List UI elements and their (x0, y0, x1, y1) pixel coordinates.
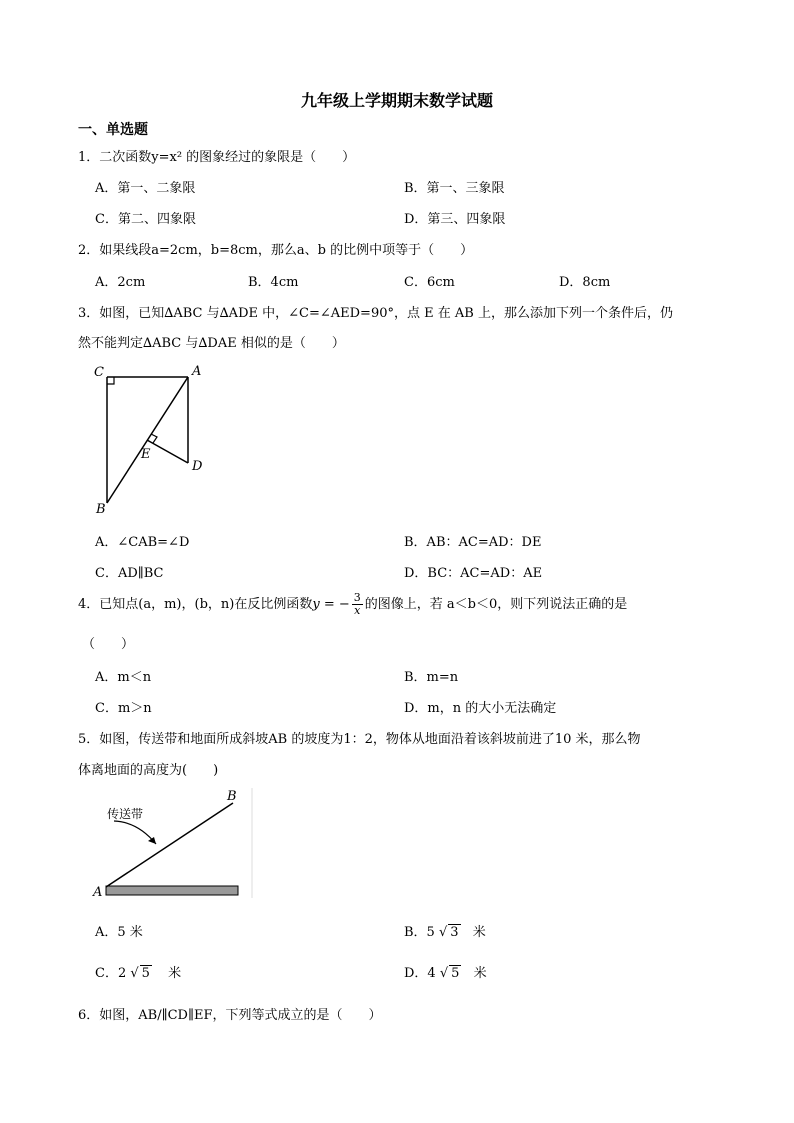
question-5-stem-line1: 5．如图，传送带和地面所成斜坡AB 的坡度为1：2，物体从地面沿着该斜坡前进了10 米，那么物 (78, 732, 641, 747)
question-4-stem-line2: （ ） (82, 637, 135, 652)
label-a: A (192, 364, 202, 379)
q5-option-b-unit: 米 (472, 925, 486, 940)
question-1-stem: 1．二次函数y=x² 的图象经过的象限是（ ） (78, 150, 356, 165)
q5-option-c-prefix: C．2 (95, 966, 127, 981)
question-3-stem-line1: 3．如图，已知∆ABC 与∆ADE 中，∠C=∠AED=90°，点 E 在 AB 上，那么添加下列一个条件后，仍 (78, 306, 673, 321)
q1-option-d: D．第三、四象限 (404, 212, 506, 227)
q4-formula-lhs: y = − (312, 597, 350, 612)
sqrt-icon: √ (439, 966, 449, 981)
q4-option-a: A．m＜n (95, 670, 152, 685)
right-angle-c-mark (107, 377, 114, 384)
q4-fraction (352, 592, 363, 617)
q1-option-b: B．第一、三象限 (404, 181, 505, 196)
label-a: A (93, 885, 103, 900)
q5-option-a: A．5 米 (95, 925, 143, 940)
sqrt-icon: √ (438, 925, 448, 940)
q5-option-d-prefix: D．4 (404, 966, 436, 981)
question-2-stem: 2．如果线段a=2cm，b=8cm，那么a、b 的比例中项等于（ ） (78, 243, 474, 258)
sqrt-icon: √ (130, 966, 139, 981)
q5-option-c-unit: 米 (168, 966, 182, 981)
label-b: B (227, 789, 237, 804)
question-6-stem: 6．如图，AB/∥CD∥EF，下列等式成立的是（ ） (78, 1008, 382, 1023)
q5-option-b (404, 921, 486, 940)
q4-option-d: D．m，n 的大小无法确定 (404, 701, 557, 716)
label-c: C (94, 365, 104, 380)
right-angle-e-mark (151, 434, 157, 443)
q5-option-d (404, 962, 487, 981)
q5-option-b-radicand: 3 (450, 925, 459, 940)
q3-option-b: B．AB：AC=AD：DE (404, 535, 542, 550)
belt-label: 传送带 (107, 807, 144, 821)
q5-option-d-unit: 米 (473, 966, 487, 981)
q4-stem-post: 的图像上，若 a＜b＜0，则下列说法正确的是 (364, 597, 628, 612)
section-heading: 一、单选题 (78, 122, 148, 138)
q2-option-b: B．4cm (248, 275, 299, 290)
q1-option-c: C．第二、四象限 (95, 212, 196, 227)
q5-option-d-radicand: 5 (451, 966, 460, 981)
page-title: 九年级上学期期末数学试题 (300, 91, 493, 110)
q4-option-b: B．m=n (404, 670, 459, 685)
q4-fraction-num: 3 (353, 591, 361, 604)
q5-option-c-radicand: 5 (141, 966, 150, 981)
q3-triangle-figure (90, 360, 220, 520)
question-3-stem-line2: 然不能判定∆ABC 与∆DAE 相似的是（ ） (78, 336, 345, 351)
question-5-stem-line2: 体离地面的高度为( ) (78, 763, 219, 778)
label-e: E (141, 447, 151, 462)
q4-fraction-den: x (354, 604, 361, 617)
q3-option-a: A．∠CAB=∠D (95, 535, 190, 550)
q2-option-a: A．2cm (95, 275, 146, 290)
q4-stem-pre: 4．已知点(a，m)，(b，n)在反比例函数 (78, 597, 313, 612)
label-d: D (192, 459, 203, 474)
q5-conveyor-figure (90, 786, 255, 902)
q5-option-c (95, 962, 181, 981)
q1-option-a: A．第一、二象限 (95, 181, 196, 196)
q4-option-c: C．m＞n (95, 701, 152, 716)
label-b: B (96, 502, 106, 517)
arrow-head-icon (148, 837, 156, 844)
question-4-stem (78, 588, 627, 622)
q5-option-b-prefix: B．5 (404, 925, 435, 940)
q3-option-d: D．BC：AC=AD：AE (404, 566, 543, 581)
q2-option-c: C．6cm (404, 275, 455, 290)
q3-option-c: C．AD∥BC (95, 566, 164, 581)
segment-ed (147, 440, 188, 463)
ground-bar (106, 886, 238, 895)
q2-option-d: D．8cm (559, 275, 611, 290)
